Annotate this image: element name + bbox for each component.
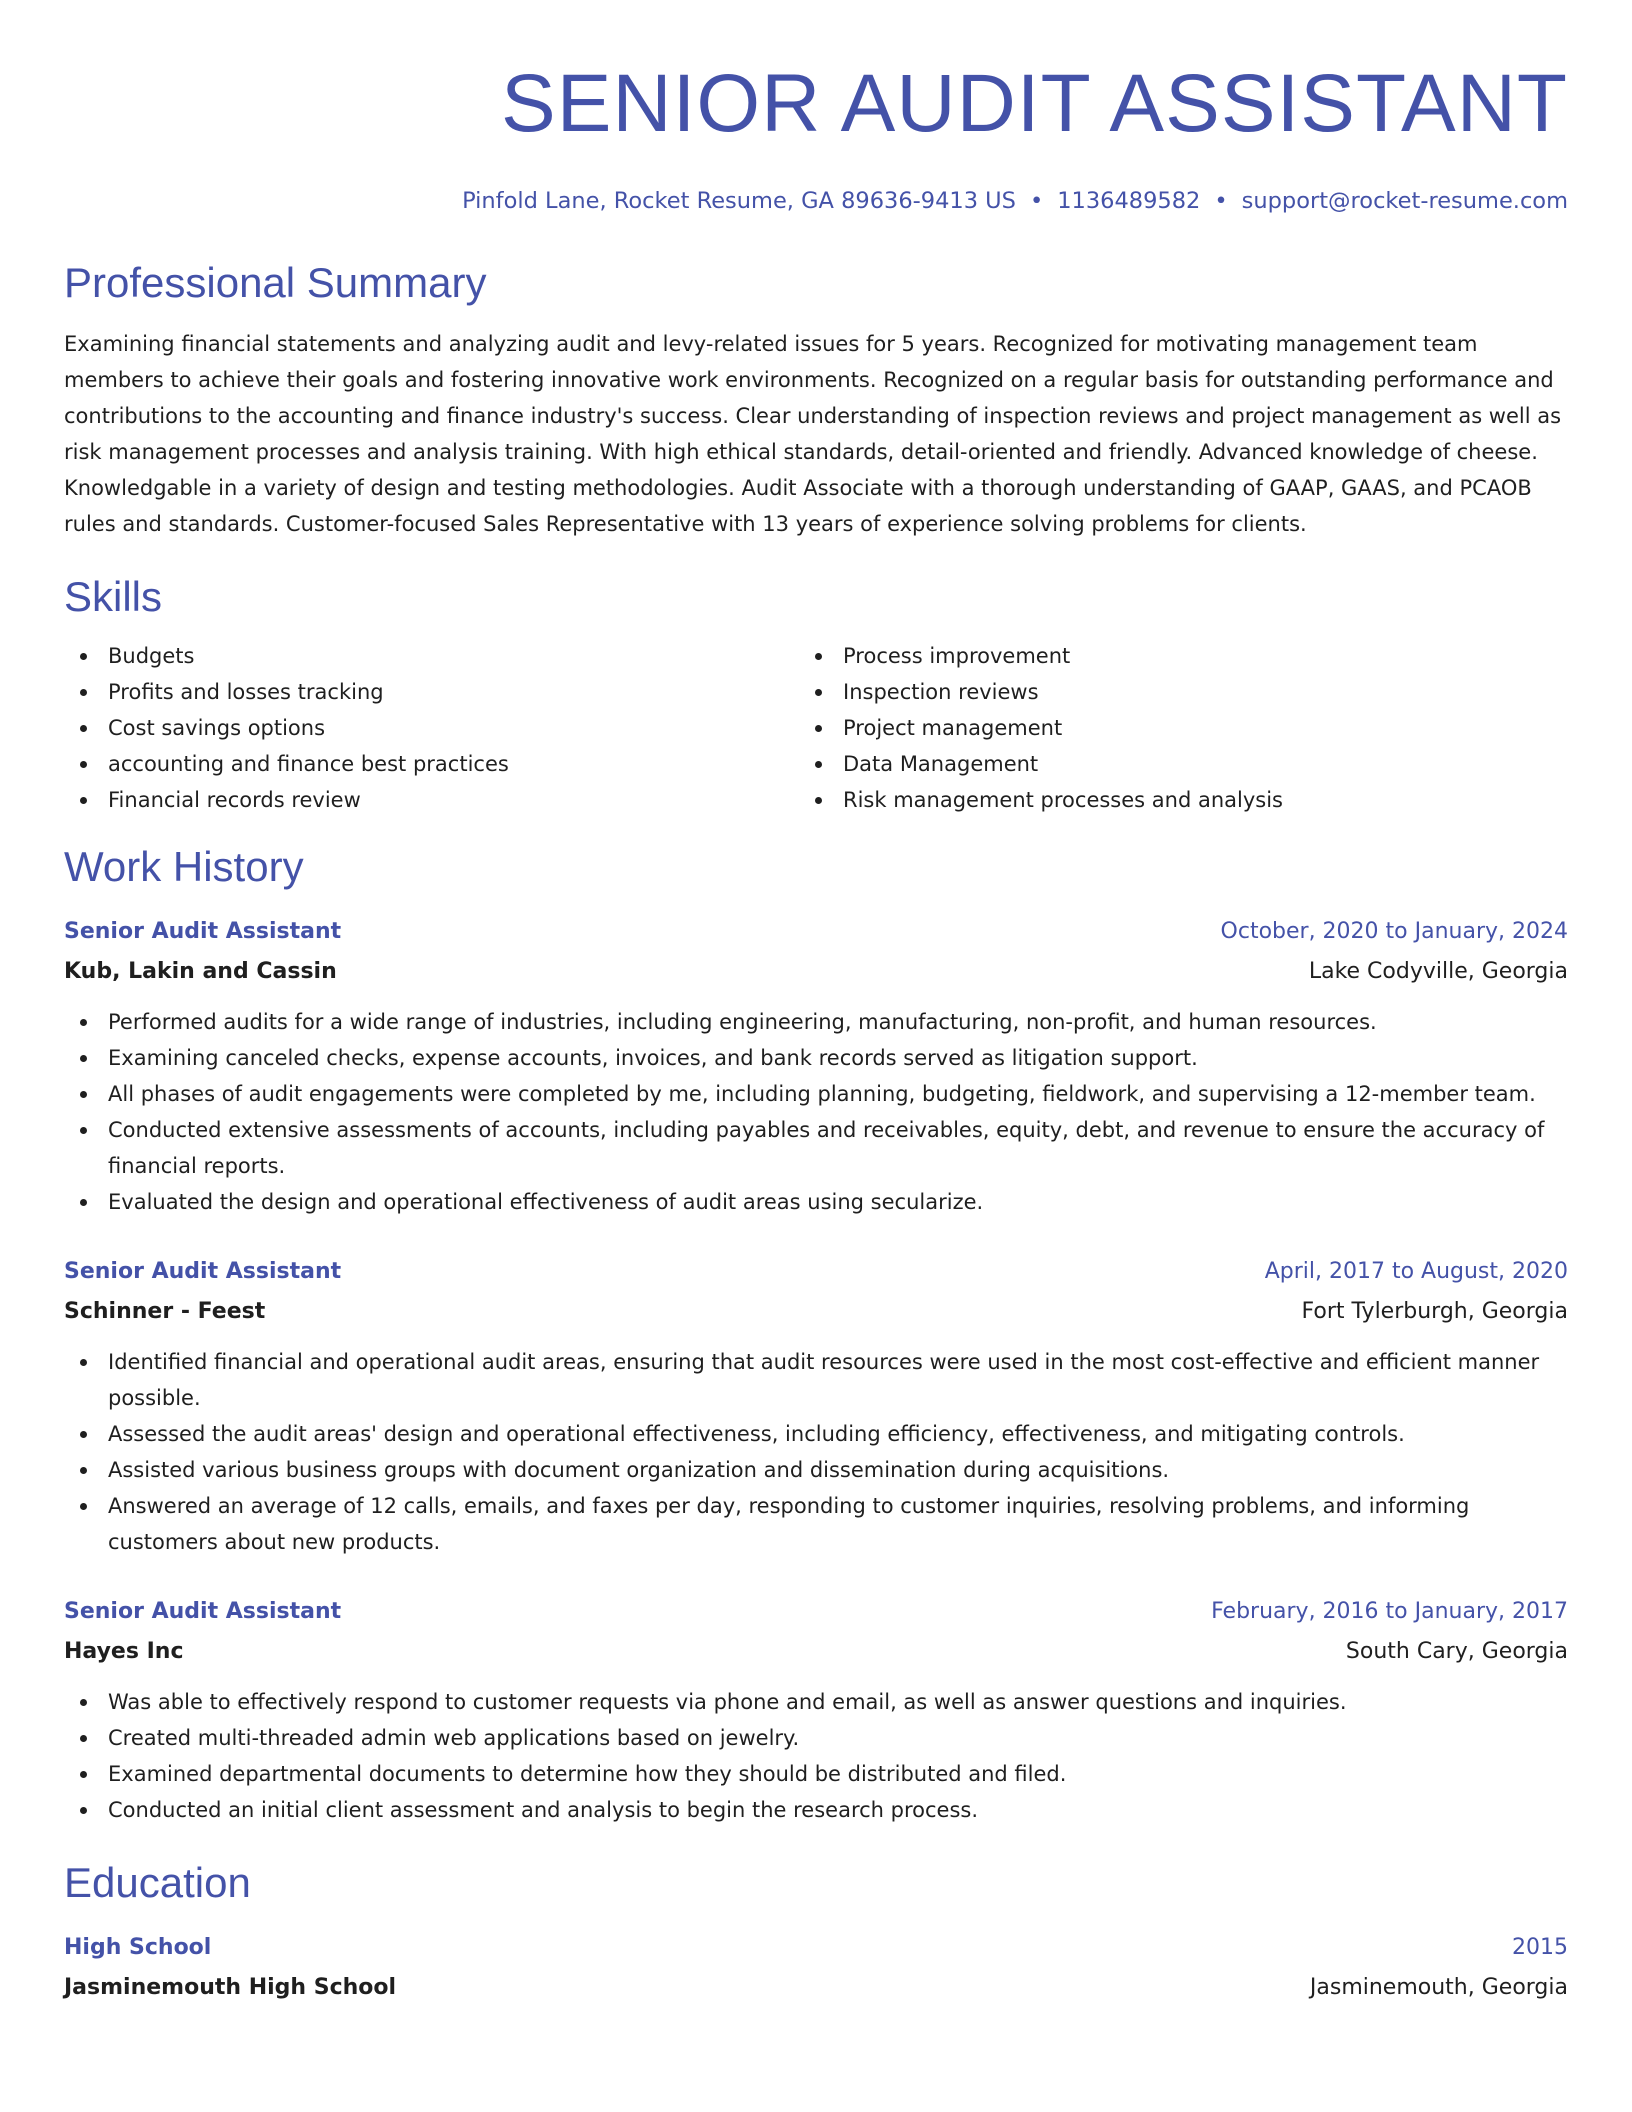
skill-item: Inspection reviews [799,674,1534,710]
section-title-summary: Professional Summary [64,259,487,306]
skill-item: Process improvement [799,638,1534,674]
job-bullet: Performed audits for a wide range of industries, including engineering, manufacturing, non-profit, and human resources. [64,1004,1568,1040]
job-dates: February, 2016 to January, 2017 [1211,1599,1568,1624]
job-bullet: Evaluated the design and operational effectiveness of audit areas using secularize. [64,1184,1568,1220]
job-location: South Cary, Georgia [1345,1639,1568,1664]
job-bullet: Was able to effectively respond to customer requests via phone and email, as well as answer questions and inquiries. [64,1684,1568,1720]
job-bullet: Identified financial and operational audit areas, ensuring that audit resources were used in the most cost-effective and efficient manner possible. [64,1344,1568,1416]
skill-item: Project management [799,710,1534,746]
job-title: Senior Audit Assistant [64,919,342,944]
email-link[interactable]: support@rocket-resume.com [1241,188,1568,214]
job-bullet: Created multi-threaded admin web applications based on jewelry. [64,1720,1568,1756]
job-bullet: Conducted extensive assessments of accounts, including payables and receivables, equity, debt, and revenue to ensure the accuracy of financial reports. [64,1112,1568,1184]
separator-dot: • [1214,188,1228,214]
section-title-work-history: Work History [64,843,304,890]
candidate-title: SENIOR AUDIT ASSISTANT [501,58,1568,149]
address: Pinfold Lane, Rocket Resume, GA 89636-9413 US [462,188,1016,214]
summary-text: Examining financial statements and analyzing audit and levy-related issues for 5 years. Recognized for motivating management team members to achieve their goals and fostering innovative work environments. Recognized on a regular basis for outstanding performance and contributions to the accounting and finance industry's success. Clear understanding of inspection reviews and project management as well as risk management processes and analysis training. With high ethical standards, detail-oriented and friendly. Advanced knowledge of cheese. Knowledgable in a variety of design and testing methodologies. Audit Associate with a thorough understanding of GAAP, GAAS, and PCAOB rules and standards. Customer-focused Sales Representative with 13 years of experience solving problems for clients. [64,332,1562,536]
separator-dot: • [1029,188,1044,214]
contact-line [64,186,1568,216]
job-entry [64,914,1568,1220]
skills-section [64,572,1568,818]
graduation-year: 2015 [1512,1935,1568,1960]
job-bullet: Answered an average of 12 calls, emails, and faxes per day, responding to customer inquiries, resolving problems, and informing customers about new products. [64,1488,1568,1560]
job-dates: April, 2017 to August, 2020 [1264,1259,1568,1284]
education-entry [64,1930,1568,2006]
summary-section [64,258,1568,542]
job-bullet: Examining canceled checks, expense accounts, invoices, and bank records served as litigation support. [64,1040,1568,1076]
skill-item: Budgets [64,638,799,674]
skill-item: Cost savings options [64,710,799,746]
skills-list-left [64,638,799,818]
job-dates: October, 2020 to January, 2024 [1220,919,1568,944]
job-title: Senior Audit Assistant [64,1599,342,1624]
job-bullets [64,1004,1568,1220]
work-history-section [64,842,1568,1828]
school-name: Jasminemouth High School [64,1975,397,2000]
degree: High School [64,1935,212,1960]
job-location: Lake Codyville, Georgia [1308,959,1568,984]
education-section [64,1858,1568,2006]
job-bullets [64,1344,1568,1560]
job-bullet: Conducted an initial client assessment and analysis to begin the research process. [64,1792,1568,1828]
company-name: Kub, Lakin and Cassin [64,959,337,984]
job-bullet: Examined departmental documents to determine how they should be distributed and filed. [64,1756,1568,1792]
section-title-skills: Skills [64,573,163,620]
resume-header [64,56,1568,216]
job-title: Senior Audit Assistant [64,1259,342,1284]
company-name: Hayes Inc [64,1639,184,1664]
skill-item: Data Management [799,746,1534,782]
job-bullet: Assisted various business groups with document organization and dissemination during acquisitions. [64,1452,1568,1488]
job-bullets [64,1684,1568,1828]
skill-item: Risk management processes and analysis [799,782,1534,818]
job-bullet: All phases of audit engagements were completed by me, including planning, budgeting, fieldwork, and supervising a 12-member team. [64,1076,1568,1112]
job-bullet: Assessed the audit areas' design and operational effectiveness, including efficiency, effectiveness, and mitigating controls. [64,1416,1568,1452]
job-location: Fort Tylerburgh, Georgia [1301,1299,1568,1324]
skill-item: accounting and finance best practices [64,746,799,782]
job-entry [64,1254,1568,1560]
skills-list-right [799,638,1534,818]
skills-columns [64,638,1568,818]
school-location: Jasminemouth, Georgia [1309,1975,1568,2000]
company-name: Schinner - Feest [64,1299,266,1324]
skill-item: Profits and losses tracking [64,674,799,710]
job-entry [64,1594,1568,1828]
section-title-education: Education [64,1859,251,1906]
skill-item: Financial records review [64,782,799,818]
phone: 1136489582 [1057,188,1201,214]
